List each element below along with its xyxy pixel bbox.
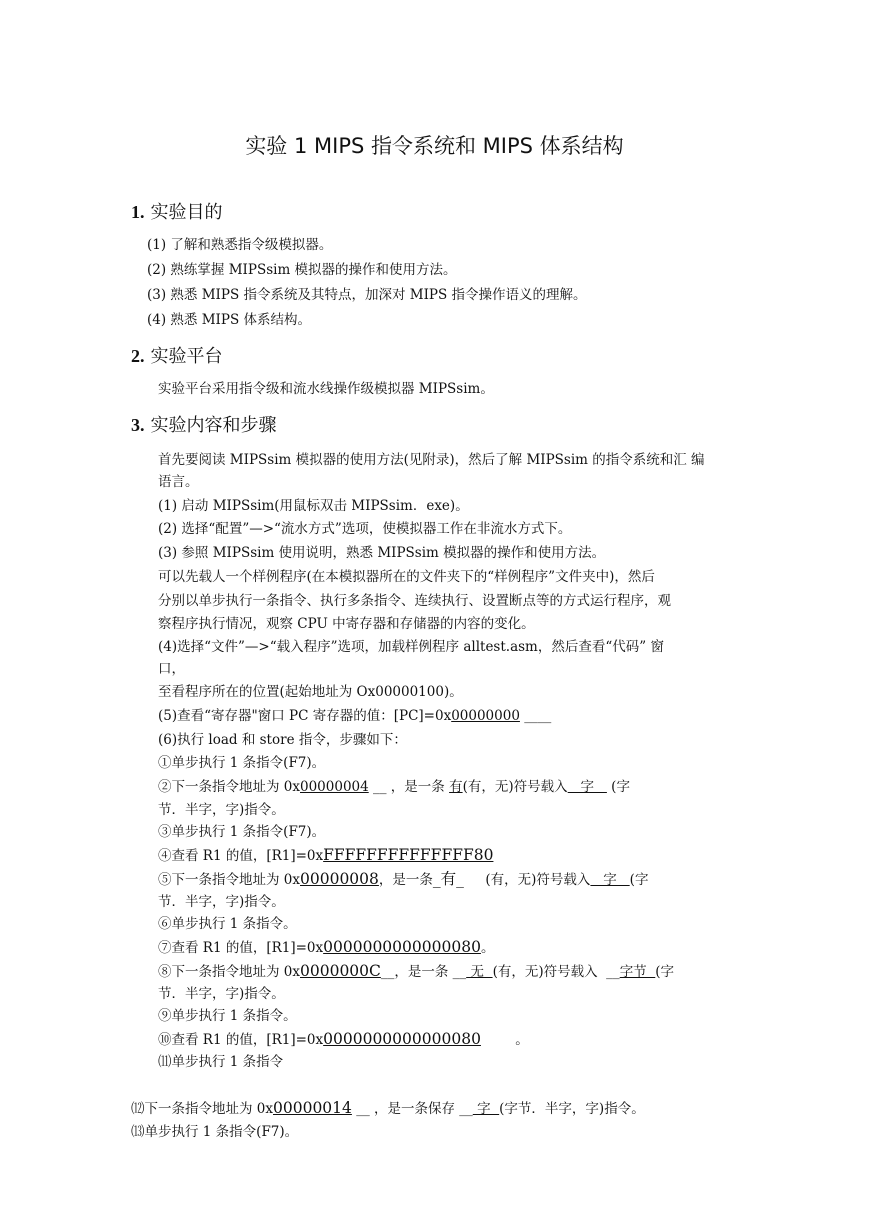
purpose-item: (4) 熟悉 MIPS 体系结构。 — [147, 312, 311, 328]
answer-address: 0000000C — [300, 962, 381, 980]
answer-signed: 有 — [449, 779, 463, 795]
purpose-item: (1) 了解和熟悉指令级模拟器。 — [147, 237, 333, 253]
answer-pc-value: 00000000 — [451, 708, 520, 724]
answer-signed: _有_ — [432, 870, 464, 888]
answer-address: 00000014 — [273, 1099, 352, 1117]
section-number: 2. — [131, 346, 145, 366]
substep-line: ⒀单步执行 1 条指令(F7)。 — [131, 1124, 299, 1140]
step-line: (2) 选择“配置”—>“流水方式”选项，使模拟器工作在非流水方式下。 — [158, 521, 572, 537]
answer-address: 00000004 — [300, 779, 369, 795]
step-line: (4)选择“文件”—>“载入程序”选项，加载样例程序 alltest.asm，然后查看“代码” 窗 — [158, 639, 664, 655]
paragraph-line: 分别以单步执行一条指令、执行多条指令、连续执行、设置断点等的方式运行程序，观 — [158, 593, 671, 609]
answer-type: 字节 — [619, 964, 656, 980]
step-line: 口， — [158, 661, 185, 677]
intro-line: 语言。 — [158, 474, 199, 490]
substep-line: 节．半字，字)指令。 — [158, 802, 285, 818]
section-number: 1. — [131, 202, 145, 222]
substep-line: ⑨单步执行 1 条指令。 — [158, 1008, 297, 1024]
substep-line: 节．半字，字)指令。 — [158, 986, 285, 1002]
step-line: (1) 启动 MIPSsim(用鼠标双击 MIPSsim．exe)。 — [158, 498, 469, 514]
paragraph-line: 可以先载人一个样例程序(在本模拟器所在的文件夹下的“样例程序”文件夹中)，然后 — [158, 569, 655, 585]
step-line: (3) 参照 MIPSsim 使用说明，熟悉 MIPSsim 模拟器的操作和使用方法。 — [158, 545, 606, 561]
substep-line: ①单步执行 1 条指令(F7)。 — [158, 755, 326, 771]
section-heading-content — [131, 411, 277, 437]
section-title: 实验目的 — [150, 202, 223, 223]
step-line-pc: (5)查看“寄存器"窗口 PC 寄存器的值：[PC]=0x00000000 ____ — [158, 708, 552, 724]
substep-line: ⑾单步执行 1 条指令 — [158, 1054, 284, 1070]
section-title: 实验内容和步骤 — [150, 415, 277, 436]
substep-line: ④查看 R1 的值，[R1]=0xFFFFFFFFFFFFFF80 — [158, 846, 494, 864]
step-line: 至看程序所在的位置(起始地址为 Ox00000100)。 — [158, 684, 463, 700]
answer-signed: 无 — [466, 964, 493, 980]
answer-type: 字 — [567, 779, 607, 795]
purpose-item: (3) 熟悉 MIPS 指令系统及其特点，加深对 MIPS 指令操作语义的理解。 — [147, 287, 587, 303]
answer-type: 字 — [590, 872, 630, 888]
substep-line: ③单步执行 1 条指令(F7)。 — [158, 824, 326, 840]
answer-address: 00000008 — [300, 870, 379, 888]
substep-line: ⑿下一条指令地址为 0x00000014 __ ，是一条保存 __ 字 (字节．半字，字)指令。 — [131, 1099, 645, 1117]
section-heading-purpose — [131, 198, 223, 224]
section-number: 3. — [131, 415, 145, 435]
substep-line: ⑤下一条指令地址为 0x00000008，是一条_有_ (有，无)符号载入 字 (字 — [158, 870, 649, 888]
substep-line: ⑥单步执行 1 条指令。 — [158, 916, 297, 932]
section-title: 实验平台 — [150, 346, 223, 367]
substep-line: ⑩查看 R1 的值，[R1]=0x0000000000000080 。 — [158, 1030, 529, 1048]
page-title: 实验 1 MIPS 指令系统和 MIPS 体系结构 — [245, 134, 624, 158]
answer-type: 字 — [472, 1101, 500, 1117]
platform-text: 实验平台采用指令级和流水线操作级模拟器 MIPSsim。 — [158, 381, 494, 397]
answer-r1-value: FFFFFFFFFFFFFF80 — [323, 846, 494, 864]
section-heading-platform — [131, 342, 223, 368]
intro-line: 首先要阅读 MIPSsim 模拟器的使用方法(见附录)，然后了解 MIPSsim 的指令系统和汇 编 — [158, 452, 705, 468]
substep-line: ②下一条指令地址为 0x00000004 __ ，是一条 有(有，无)符号载入 字 (字 — [158, 779, 630, 795]
paragraph-line: 察程序执行情况，观察 CPU 中寄存器和存储器的内容的变化。 — [158, 616, 535, 632]
substep-line: ⑦查看 R1 的值，[R1]=0x0000000000000080。 — [158, 938, 495, 956]
substep-line: 节．半字，字)指令。 — [158, 894, 285, 910]
purpose-item: (2) 熟练掌握 MIPSsim 模拟器的操作和使用方法。 — [147, 262, 457, 278]
answer-r1-value: 0000000000000080 — [323, 1030, 481, 1048]
substep-line: ⑧下一条指令地址为 0x0000000C__，是一条 __ 无 (有，无)符号载入 __字节 (字 — [158, 962, 675, 980]
answer-r1-value: 0000000000000080 — [323, 938, 481, 956]
step-line: (6)执行 load 和 store 指令，步骤如下： — [158, 732, 407, 748]
